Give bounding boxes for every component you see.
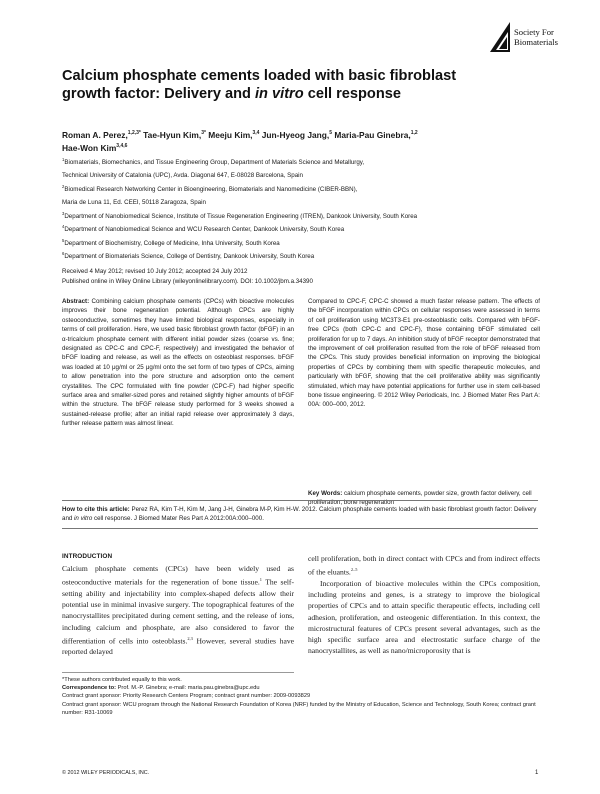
citation-sup: 1 bbox=[259, 577, 262, 583]
title-part-1: Calcium phosphate cements loaded with basic fibroblast bbox=[62, 68, 457, 84]
affiliation-line bbox=[62, 222, 532, 235]
abstract-left-column bbox=[62, 297, 294, 429]
intro-text: The self-setting ability and injectability into complex-shaped defects allow their potential use in minimal invasive surgery. The topographical features of the nanocrystallites precipitated during cement setting, and the release of ions, including calcium and phosphate, are also considered to favor the differentiation of cells into osteoblasts. bbox=[62, 577, 294, 646]
author-perez: Roman A. Perez, bbox=[62, 129, 128, 140]
affiliations bbox=[62, 155, 532, 263]
article-title bbox=[62, 67, 492, 103]
grant-note: Contract grant sponsor: Priority Research Centers Program; contract grant number: 2009-0093829 bbox=[62, 693, 311, 700]
logo-line-1: Society For bbox=[514, 27, 554, 37]
affiliation-line bbox=[62, 195, 532, 208]
title-part-2: growth factor: Delivery and bbox=[62, 86, 255, 102]
footnote-divider bbox=[62, 672, 294, 673]
affiliation-line bbox=[62, 155, 532, 168]
intro-paragraph: Incorporation of bioactive molecules within the CPCs composition, including proteins and genes, is a strategy to improve the biological properties of CPCs and to attain specific therapeutic effects, including cell adhesion, proliferation, and osteogenic differentiation. In this context, the microstructural features of CPCs present several advantages, such as the high specific surface area and electrostatic surface charge of the nanocrystallites, as well as nano/microporosity that is bbox=[308, 578, 540, 656]
author-kim-th: Tae-Hyun Kim, bbox=[140, 129, 202, 140]
affiliation-line bbox=[62, 249, 532, 262]
affiliation-text: Technical University of Catalonia (UPC), Avda. Diagonal 647, E-08028 Barcelona, Spain bbox=[62, 172, 303, 180]
abstract-label: Abstract: bbox=[62, 298, 90, 305]
grant-note: Contract grant sponsor: WCU program through the National Research Foundation of Korea (NRF) funded by the Ministry of Education, Science and Technology, South Korea; contract grant number: R31-10069 bbox=[62, 701, 536, 716]
introduction-left-column bbox=[62, 563, 294, 658]
correspondence-note bbox=[62, 684, 538, 692]
affiliation-line bbox=[62, 209, 532, 222]
affiliation-text: Biomaterials, Biomechanics, and Tissue Engineering Group, Department of Materials Science and Metallurgy, bbox=[64, 159, 365, 167]
how-to-cite bbox=[62, 505, 538, 524]
affiliation-text: Maria de Luna 11, Ed. CEEI, 50118 Zaragoza, Spain bbox=[62, 199, 206, 207]
how-to-cite-text: Perez RA, Kim T-H, Kim M, Jang J-H, Ginebra M-P, Kim H-W. 2012. Calcium phosphate cements loaded with basic fibroblast growth factor: Delivery and bbox=[62, 506, 537, 523]
how-to-cite-italic: in vitro bbox=[74, 515, 93, 523]
affiliation-sup: 4 bbox=[62, 224, 65, 230]
affiliation-sup: 1 bbox=[62, 157, 65, 162]
author-sup: 3,4 bbox=[252, 130, 260, 136]
divider bbox=[62, 528, 538, 529]
equal-contribution-note: *These authors contributed equally to this work. bbox=[62, 677, 182, 683]
logo-text bbox=[514, 28, 558, 47]
page-number: 1 bbox=[535, 770, 539, 776]
affiliation-text: Department of Nanobiomedical Science, Institute of Tissue Regeneration Engineering (ITREN), Dankook University, South Korea bbox=[64, 212, 418, 220]
how-to-cite-text-end: cell response. J Biomed Mater Res Part A 2012:00A:000–000. bbox=[92, 515, 264, 523]
introduction-heading: INTRODUCTION bbox=[62, 553, 113, 560]
abstract-right-column bbox=[308, 297, 540, 410]
affiliation-sup: 6 bbox=[62, 251, 65, 257]
correspondence-text: Prof. M.-P. Ginebra; e-mail: maria.pau.ginebra@upc.edu bbox=[116, 685, 260, 692]
footnotes bbox=[62, 676, 538, 717]
intro-text: However, several studies have reported delayed bbox=[62, 636, 294, 657]
affiliation-text: Biomedical Research Networking Center in Bioengineering, Biomaterials and Nanomedicine (CIBER-BBN), bbox=[64, 186, 358, 193]
affiliation-text: Department of Biomaterials Science, College of Dentistry, Dankook University, South Korea bbox=[64, 253, 315, 261]
how-to-cite-label: How to cite this article: bbox=[62, 506, 130, 513]
author-sup: 1,2 bbox=[410, 130, 418, 136]
author-ginebra: Maria-Pau Ginebra, bbox=[332, 129, 411, 140]
title-part-3: cell response bbox=[303, 86, 401, 102]
abstract-text-left: Combining calcium phosphate cements (CPCs) with bioactive molecules improves their bone regeneration potential. Although CPCs are highly osteoconductive, sometimes they have limited biological responses, especially in terms of cell proliferation. Here, we used basic fibroblast growth factor (bFGF) in an α-tricalcium phosphate cement with different initial powder sizes (coarse vs. fine; designated as CPC-C and CPC-F, respectively) and investigated the behavior of bFGF loading and release, as well as the effects on osteoblast responses. bFGF was loaded at 10 μg/ml or 25 μg/ml onto the set form of two types of CPCs, aiming to allow penetration into the pore structure and adsorption onto the cement crystallites. The CPC formulated with fine powder (CPC-F) had higher specific surface area and smaller-sized pores and retained slightly higher amounts of bFGF within the structure. The bFGF release study performed for 3 weeks showed a sustained-release profile; after an initial rapid release over approximately 3 days, further release pattern was almost linear. bbox=[62, 298, 294, 428]
affiliation-text: Department of Nanobiomedical Science and WCU Research Center, Dankook University, South Korea bbox=[64, 226, 345, 234]
logo-line-2: Biomaterials bbox=[514, 36, 558, 47]
affiliation-sup: 5 bbox=[62, 237, 65, 243]
affiliation-line bbox=[62, 168, 532, 181]
affiliation-line bbox=[62, 236, 532, 249]
author-kim-m: Meeju Kim, bbox=[205, 129, 253, 140]
keywords-text: calcium phosphate cements, powder size, growth factor delivery, cell proliferation, bone regeneration bbox=[308, 490, 532, 507]
affiliation-line bbox=[62, 182, 532, 195]
abstract-text-right: Compared to CPC-F, CPC-C showed a much faster release pattern. The effects of the bFGF incorporation within CPCs on cellular responses were assessed in terms of cell proliferation using MC3T3-E1 pre-osteoblastic cells. Compared with bFGF-free CPCs (both CPC-C and CPC-F), those containing bFGF stimulated cell proliferation for up to 7 days. An inhibition study of bFGF receptor demonstrated that the improvement of cell proliferation resulted from the role of bFGF released from the CPCs. This study provides beneficial information on improving the biological properties of CPCs by combining them with specific therapeutic molecules, and particularly with bFGF, showing that the cell proliferative ability was significantly stimulated, which may have potential applications for further use in stem cell-based bone tissue engineering. © 2012 Wiley Periodicals, Inc. J Biomed Mater Res Part A: 00A: 000–000, 2012. bbox=[308, 298, 540, 409]
received-line: Received 4 May 2012; revised 10 July 2012; accepted 24 July 2012 bbox=[62, 268, 248, 275]
citation-sup: 2–5 bbox=[350, 567, 358, 573]
correspondence-label: Correspondence to: bbox=[62, 685, 117, 692]
author-kim-hw: Hae-Won Kim bbox=[62, 143, 117, 154]
affiliation-text: Department of Biochemistry, College of Medicine, Inha University, South Korea bbox=[64, 239, 280, 247]
introduction-right-column bbox=[308, 553, 540, 656]
affiliation-sup: 3 bbox=[62, 210, 65, 216]
author-jang: Jun-Hyeog Jang, bbox=[259, 129, 330, 140]
logo-mark-icon bbox=[488, 20, 512, 54]
affiliation-sup: 2 bbox=[62, 183, 65, 189]
title-italic: in vitro bbox=[255, 86, 304, 102]
footer-copyright: © 2012 WILEY PERIODICALS, INC. bbox=[62, 770, 150, 776]
published-online-line: Published online in Wiley Online Library (wileyonlinelibrary.com). DOI: 10.1002/jbm.a.34390 bbox=[62, 277, 313, 285]
received-dates bbox=[62, 267, 532, 286]
keywords-label: Key Words: bbox=[308, 490, 343, 497]
society-for-biomaterials-logo bbox=[488, 18, 583, 60]
author-sup: 3* bbox=[201, 130, 206, 136]
author-sup: 3,4,6 bbox=[116, 143, 128, 150]
intro-text: Calcium phosphate cements (CPCs) have been widely used as osteoconductive materials for the regeneration of bone tissue. bbox=[62, 564, 294, 587]
citation-sup: 2,3 bbox=[187, 635, 193, 641]
author-list bbox=[62, 128, 542, 155]
intro-text: cell proliferation, both in direct contact with CPCs and from indirect effects of the eluants. bbox=[308, 554, 540, 577]
author-sup: 1,2,3* bbox=[127, 130, 141, 136]
divider bbox=[62, 500, 538, 501]
author-sup: 5 bbox=[329, 130, 333, 136]
